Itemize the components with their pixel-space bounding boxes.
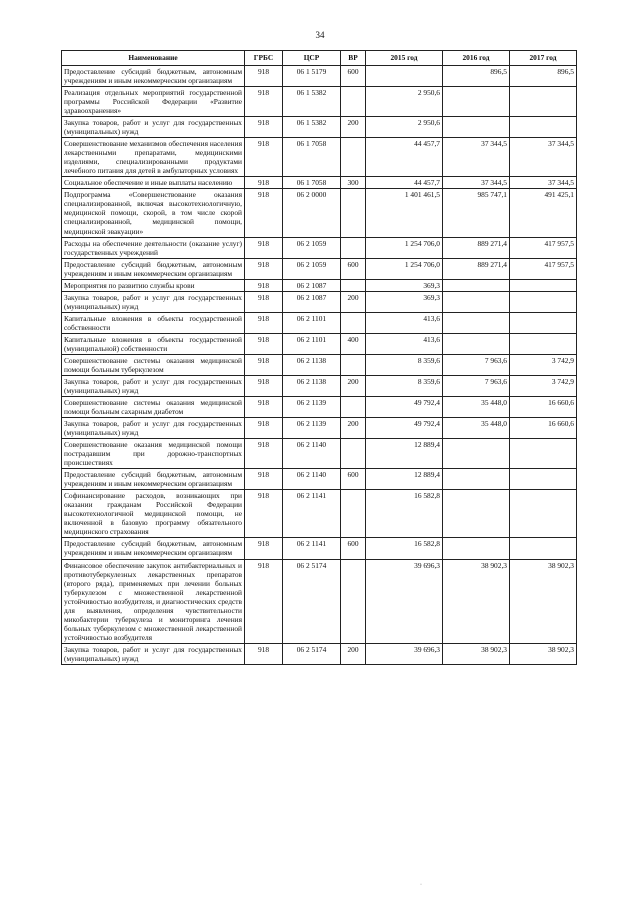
cell-name: Капитальные вложения в объекты государственной собственности: [62, 312, 245, 333]
cell-vr: 200: [341, 375, 366, 396]
table-row: [62, 354, 577, 375]
cell-vr: [341, 397, 366, 418]
cell-y2017: 417 957,5: [510, 258, 577, 279]
cell-name: Совершенствование системы оказания медицинской помощи больным сахарным диабетом: [62, 397, 245, 418]
cell-y2015: 413,6: [366, 312, 443, 333]
cell-csr: 06 2 1101: [283, 333, 341, 354]
table-row: [62, 559, 577, 643]
cell-grbs: 918: [245, 333, 283, 354]
cell-y2015: 1 254 706,0: [366, 237, 443, 258]
cell-name: Предоставление субсидий бюджетным, автономным учреждениям и иным некоммерческим организациям: [62, 469, 245, 490]
cell-grbs: 918: [245, 375, 283, 396]
cell-y2016: 7 963,6: [443, 354, 510, 375]
cell-y2015: 369,3: [366, 279, 443, 291]
cell-csr: 06 2 1138: [283, 375, 341, 396]
cell-y2016: [443, 439, 510, 469]
cell-y2016: [443, 490, 510, 538]
cell-name: Закупка товаров, работ и услуг для государственных (муниципальных) нужд: [62, 418, 245, 439]
cell-y2016: [443, 87, 510, 117]
table-row: [62, 418, 577, 439]
cell-grbs: 918: [245, 490, 283, 538]
cell-y2017: [510, 312, 577, 333]
cell-grbs: 918: [245, 469, 283, 490]
cell-name: Софинансирование расходов, возникающих при оказании гражданам Российской Федерации высокотехнологичной медицинской помощи, не включенной в базовую программу обязательного медицинского страхования: [62, 490, 245, 538]
cell-y2016: 35 448,0: [443, 397, 510, 418]
table-row: [62, 333, 577, 354]
cell-grbs: 918: [245, 538, 283, 559]
header-csr: ЦСР: [283, 51, 341, 66]
cell-y2017: 37 344,5: [510, 138, 577, 177]
table-row: [62, 66, 577, 87]
cell-y2017: 3 742,9: [510, 354, 577, 375]
cell-vr: 200: [341, 418, 366, 439]
cell-vr: 400: [341, 333, 366, 354]
cell-y2017: 417 957,5: [510, 237, 577, 258]
cell-grbs: 918: [245, 439, 283, 469]
cell-grbs: 918: [245, 177, 283, 189]
table-row: [62, 177, 577, 189]
cell-vr: 600: [341, 469, 366, 490]
cell-y2017: [510, 490, 577, 538]
cell-y2016: 889 271,4: [443, 237, 510, 258]
cell-y2015: 49 792,4: [366, 397, 443, 418]
cell-csr: 06 2 1140: [283, 469, 341, 490]
cell-csr: 06 1 5382: [283, 87, 341, 117]
table-row: [62, 397, 577, 418]
cell-name: Закупка товаров, работ и услуг для государственных (муниципальных) нужд: [62, 643, 245, 664]
cell-name: Капитальные вложения в объекты государственной (муниципальной) собственности: [62, 333, 245, 354]
cell-y2015: 2 950,6: [366, 117, 443, 138]
cell-y2016: [443, 469, 510, 490]
cell-vr: 300: [341, 177, 366, 189]
cell-vr: [341, 189, 366, 237]
table-header-row: [62, 51, 577, 66]
table-row: [62, 138, 577, 177]
cell-y2017: 16 660,6: [510, 397, 577, 418]
cell-grbs: 918: [245, 66, 283, 87]
cell-y2017: [510, 87, 577, 117]
cell-y2017: [510, 469, 577, 490]
cell-y2016: 35 448,0: [443, 418, 510, 439]
cell-csr: 06 1 5382: [283, 117, 341, 138]
cell-y2016: [443, 117, 510, 138]
cell-name: Совершенствование механизмов обеспечения населения лекарственными препаратами, медицинскими изделиями, специализированными продуктами лечебного питания для детей в амбулаторных условиях: [62, 138, 245, 177]
table-body: [62, 66, 577, 665]
cell-vr: 600: [341, 258, 366, 279]
cell-y2016: 889 271,4: [443, 258, 510, 279]
cell-name: Совершенствование оказания медицинской помощи пострадавшим при дорожно-транспортных происшествиях: [62, 439, 245, 469]
table-row: [62, 469, 577, 490]
cell-y2016: [443, 291, 510, 312]
cell-vr: [341, 87, 366, 117]
cell-y2016: 37 344,5: [443, 138, 510, 177]
cell-csr: 06 2 1141: [283, 538, 341, 559]
cell-grbs: 918: [245, 279, 283, 291]
cell-y2017: 38 902,3: [510, 643, 577, 664]
cell-y2015: 8 359,6: [366, 375, 443, 396]
cell-y2017: [510, 117, 577, 138]
table-row: [62, 643, 577, 664]
cell-grbs: 918: [245, 354, 283, 375]
table-row: [62, 258, 577, 279]
cell-name: Расходы на обеспечение деятельности (оказание услуг) государственных учреждений: [62, 237, 245, 258]
cell-vr: 200: [341, 291, 366, 312]
cell-grbs: 918: [245, 117, 283, 138]
cell-csr: 06 2 1141: [283, 490, 341, 538]
cell-name: Реализация отдельных мероприятий государственной программы Российской Федерации «Развитие здравоохранения»: [62, 87, 245, 117]
header-grbs: ГРБС: [245, 51, 283, 66]
scan-mark: ·: [420, 882, 422, 888]
cell-csr: 06 2 1059: [283, 258, 341, 279]
cell-name: Финансовое обеспечение закупок антибактериальных и противотуберкулезных лекарственных препаратов (второго ряда), применяемых при лечении больных туберкулезом с множественной лекарственной устойчивостью возбудителя, и диагностических средств для выявления, определения чувствительности микобактерии туберкулеза и мониторинга лечения больных туберкулезом с множественной лекарственной устойчивостью возбудителя: [62, 559, 245, 643]
table-row: [62, 312, 577, 333]
table-row: [62, 237, 577, 258]
page-number: 34: [315, 30, 325, 40]
cell-vr: [341, 279, 366, 291]
cell-y2017: 491 425,1: [510, 189, 577, 237]
table-row: [62, 189, 577, 237]
cell-y2015: 12 889,4: [366, 439, 443, 469]
cell-vr: [341, 439, 366, 469]
cell-y2015: 2 950,6: [366, 87, 443, 117]
cell-y2017: [510, 439, 577, 469]
cell-y2016: 985 747,1: [443, 189, 510, 237]
cell-vr: 600: [341, 66, 366, 87]
cell-grbs: 918: [245, 418, 283, 439]
cell-csr: 06 1 7058: [283, 177, 341, 189]
table-row: [62, 87, 577, 117]
cell-y2017: [510, 279, 577, 291]
header-2017: 2017 год: [510, 51, 577, 66]
cell-csr: 06 2 5174: [283, 643, 341, 664]
header-name: Наименование: [62, 51, 245, 66]
cell-grbs: 918: [245, 397, 283, 418]
cell-name: Предоставление субсидий бюджетным, автономным учреждениям и иным некоммерческим организациям: [62, 538, 245, 559]
cell-y2015: 44 457,7: [366, 177, 443, 189]
cell-grbs: 918: [245, 138, 283, 177]
table-row: [62, 279, 577, 291]
table-row: [62, 291, 577, 312]
cell-y2015: 413,6: [366, 333, 443, 354]
cell-vr: [341, 138, 366, 177]
cell-csr: 06 2 1140: [283, 439, 341, 469]
header-vr: ВР: [341, 51, 366, 66]
cell-y2016: 7 963,6: [443, 375, 510, 396]
cell-vr: 200: [341, 643, 366, 664]
cell-y2017: 37 344,5: [510, 177, 577, 189]
cell-grbs: 918: [245, 237, 283, 258]
cell-y2016: [443, 279, 510, 291]
cell-name: Подпрограмма «Совершенствование оказания специализированной, включая высокотехнологичную, медицинской помощи, скорой, в том числе скорой специализированной, медицинской помощи, медицинской эвакуации»: [62, 189, 245, 237]
cell-y2016: [443, 312, 510, 333]
cell-vr: [341, 559, 366, 643]
cell-csr: 06 2 1059: [283, 237, 341, 258]
cell-csr: 06 1 7058: [283, 138, 341, 177]
cell-y2015: 12 889,4: [366, 469, 443, 490]
cell-grbs: 918: [245, 559, 283, 643]
cell-name: Социальное обеспечение и иные выплаты населению: [62, 177, 245, 189]
cell-grbs: 918: [245, 258, 283, 279]
cell-grbs: 918: [245, 643, 283, 664]
cell-name: Совершенствование системы оказания медицинской помощи больным туберкулезом: [62, 354, 245, 375]
cell-grbs: 918: [245, 291, 283, 312]
cell-vr: [341, 312, 366, 333]
cell-vr: 600: [341, 538, 366, 559]
table-row: [62, 117, 577, 138]
cell-y2016: 38 902,3: [443, 559, 510, 643]
cell-name: Предоставление субсидий бюджетным, автономным учреждениям и иным некоммерческим организациям: [62, 258, 245, 279]
header-2016: 2016 год: [443, 51, 510, 66]
cell-name: Предоставление субсидий бюджетным, автономным учреждениям и иным некоммерческим организациям: [62, 66, 245, 87]
cell-y2017: 3 742,9: [510, 375, 577, 396]
cell-y2015: 369,3: [366, 291, 443, 312]
cell-y2017: [510, 291, 577, 312]
cell-y2015: [366, 66, 443, 87]
cell-vr: 200: [341, 117, 366, 138]
cell-y2017: 38 902,3: [510, 559, 577, 643]
cell-csr: 06 2 1139: [283, 418, 341, 439]
table-row: [62, 375, 577, 396]
cell-csr: 06 2 1087: [283, 291, 341, 312]
cell-vr: [341, 237, 366, 258]
table-row: [62, 490, 577, 538]
cell-y2015: 1 254 706,0: [366, 258, 443, 279]
header-2015: 2015 год: [366, 51, 443, 66]
cell-y2016: [443, 538, 510, 559]
cell-csr: 06 2 1139: [283, 397, 341, 418]
cell-y2015: 16 582,8: [366, 538, 443, 559]
cell-csr: 06 2 0000: [283, 189, 341, 237]
cell-name: Закупка товаров, работ и услуг для государственных (муниципальных) нужд: [62, 291, 245, 312]
cell-y2015: 49 792,4: [366, 418, 443, 439]
cell-csr: 06 2 1138: [283, 354, 341, 375]
table-row: [62, 538, 577, 559]
table-row: [62, 439, 577, 469]
cell-y2016: 38 902,3: [443, 643, 510, 664]
cell-y2016: 37 344,5: [443, 177, 510, 189]
cell-grbs: 918: [245, 87, 283, 117]
cell-y2017: 896,5: [510, 66, 577, 87]
cell-csr: 06 2 1101: [283, 312, 341, 333]
cell-csr: 06 2 1087: [283, 279, 341, 291]
cell-y2017: 16 660,6: [510, 418, 577, 439]
cell-y2015: 16 582,8: [366, 490, 443, 538]
cell-y2017: [510, 333, 577, 354]
cell-y2015: 8 359,6: [366, 354, 443, 375]
cell-csr: 06 2 5174: [283, 559, 341, 643]
cell-y2015: 39 696,3: [366, 559, 443, 643]
cell-vr: [341, 490, 366, 538]
cell-grbs: 918: [245, 189, 283, 237]
cell-grbs: 918: [245, 312, 283, 333]
cell-y2016: 896,5: [443, 66, 510, 87]
cell-y2015: 39 696,3: [366, 643, 443, 664]
cell-y2015: 1 401 461,5: [366, 189, 443, 237]
cell-vr: [341, 354, 366, 375]
cell-csr: 06 1 5179: [283, 66, 341, 87]
budget-table: [61, 50, 577, 665]
cell-y2015: 44 457,7: [366, 138, 443, 177]
cell-y2016: [443, 333, 510, 354]
cell-y2017: [510, 538, 577, 559]
cell-name: Закупка товаров, работ и услуг для государственных (муниципальных) нужд: [62, 375, 245, 396]
cell-name: Мероприятия по развитию службы крови: [62, 279, 245, 291]
cell-name: Закупка товаров, работ и услуг для государственных (муниципальных) нужд: [62, 117, 245, 138]
